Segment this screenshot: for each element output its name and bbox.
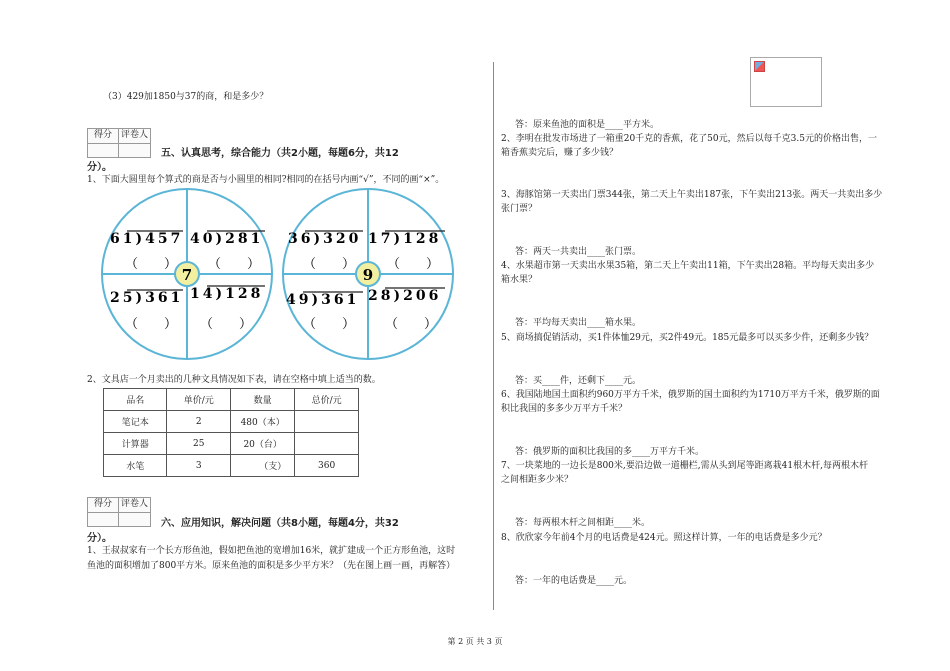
section-6-q1-line2: 鱼池的面积增加了800平方米。原来鱼池的面积是多少平方米？（先在图上画一画，再解答）	[87, 561, 456, 571]
question-4-line2: 箱水果？	[501, 275, 538, 285]
answer-7: 答：每两根木杆之间相距____米。	[515, 518, 651, 528]
section-6-title: 六、应用知识，解决问题（共8小题，每题4分，共32	[161, 518, 399, 529]
table-row	[104, 411, 359, 433]
reviewer-label: 评卷人	[120, 130, 148, 140]
table-cell-blank[interactable]	[295, 411, 359, 433]
table-cell[interactable]: （支）	[231, 455, 295, 477]
paren-right-bl[interactable]: （ ）	[303, 317, 356, 332]
broken-image-icon	[754, 61, 765, 72]
question-6-line1: 6、我国陆地国土面积约960万平方千米，俄罗斯的国土面积约为1710万平方千米，俄罗斯的面	[501, 390, 880, 400]
big-circle-right	[283, 189, 453, 359]
score-label: 得分	[93, 130, 112, 140]
table-cell: 20（台）	[231, 433, 295, 455]
score-label: 得分	[93, 499, 112, 509]
section-5-q1: 1、下面大圆里每个算式的商是否与小圆里的相同?相同的在括号内画“√”，不同的画“×”。	[87, 175, 445, 185]
table-header: 总价/元	[295, 389, 359, 411]
score-box-section-5	[87, 128, 151, 158]
expr-right-tl: 36)320	[288, 231, 362, 247]
question-2-line2: 箱香蕉卖完后，赚了多少钱？	[501, 148, 619, 158]
page-footer: 第 2 页 共 3 页	[447, 637, 503, 646]
question-5: 5、商场搞促销活动，买1件体恤29元，买2件49元。185元最多可以买多少件，还剩多少钱？	[501, 333, 874, 343]
answer-5: 答：买____件，还剩下____元。	[515, 376, 642, 386]
expr-right-br: 28)206	[368, 288, 442, 304]
question-6-line2: 积比我国的多多少万平方千米？	[501, 404, 628, 414]
answer-1: 答：原来鱼池的面积是____平方米。	[515, 120, 660, 130]
expr-left-tl: 61)457	[110, 231, 184, 247]
section-5-q2: 2、文具店一个月卖出的几种文具情况如下表，请在空格中填上适当的数。	[87, 375, 381, 385]
expr-right-tr: 17)128	[368, 231, 442, 247]
stationery-table	[103, 388, 359, 477]
expr-left-br: 14)128	[190, 286, 264, 302]
section-6-q1-line1: 1、王叔叔家有一个长方形鱼池，假如把鱼池的宽增加16米，就扩建成一个正方形鱼池，这时	[87, 546, 456, 556]
division-circles-figure	[95, 186, 465, 366]
answer-3: 答：两天一共卖出____张门票。	[515, 247, 642, 257]
paren-left-br[interactable]: （ ）	[200, 317, 253, 332]
table-header: 品名	[104, 389, 167, 411]
expr-right-bl: 49)361	[286, 292, 360, 308]
table-cell: 水笔	[104, 455, 167, 477]
section-6-title-cont: 分）。	[87, 533, 112, 544]
expr-left-tr: 40)281	[190, 231, 264, 247]
paren-right-tl[interactable]: （ ）	[303, 257, 356, 272]
table-cell: 480（本）	[231, 411, 295, 433]
paren-right-tr[interactable]: （ ）	[387, 257, 440, 272]
paren-left-tr[interactable]: （ ）	[208, 257, 261, 272]
column-divider	[493, 62, 494, 610]
table-cell: 计算器	[104, 433, 167, 455]
big-circle-left	[102, 189, 272, 359]
reviewer-label: 评卷人	[120, 499, 148, 509]
table-row	[104, 433, 359, 455]
broken-image-placeholder	[750, 57, 822, 107]
table-header: 数量	[231, 389, 295, 411]
section-5-title: 五、认真思考，综合能力（共2小题，每题6分，共12	[161, 148, 399, 159]
score-box-section-6	[87, 497, 151, 527]
table-cell: 360	[295, 455, 359, 477]
question-3-line2: 张门票？	[501, 204, 538, 214]
expr-left-bl: 25)361	[110, 290, 184, 306]
question-7-line1: 7、一块菜地的一边长是800米,要沿边做一道栅栏,需从头到尾等距离栽41根木杆,每两根木杆	[501, 461, 868, 471]
small-circle-left-value: 7	[181, 266, 193, 284]
question-3-line1: 3、海豚馆第一天卖出门票344张，第二天上午卖出187张，下午卖出213张。两天一共卖出多少	[501, 190, 883, 200]
answer-6: 答：俄罗斯的面积比我国的多____万平方千米。	[515, 447, 705, 457]
table-header: 单价/元	[167, 389, 231, 411]
question-2-line1: 2、李明在批发市场进了一箱重20千克的香蕉，花了50元，然后以每千克3.5元的价格出售，一	[501, 134, 877, 144]
question-7-line2: 之间相距多少米？	[501, 475, 574, 485]
table-cell: 3	[167, 455, 231, 477]
question-4-line1: 4、水果超市第一天卖出水果35箱，第二天上午卖出11箱，下午卖出28箱。平均每天卖出多少	[501, 261, 875, 271]
table-cell-blank[interactable]	[295, 433, 359, 455]
table-header-row	[104, 389, 359, 411]
paren-left-bl[interactable]: （ ）	[125, 317, 178, 332]
question-8: 8、欣欣家今年前4个月的电话费是424元。照这样计算，一年的电话费是多少元？	[501, 533, 827, 543]
table-cell: 笔记本	[104, 411, 167, 433]
paren-left-tl[interactable]: （ ）	[125, 257, 178, 272]
paren-right-br[interactable]: （ ）	[385, 317, 438, 332]
table-cell: 2	[167, 411, 231, 433]
table-row	[104, 455, 359, 477]
question-3-text: （3）429加1850与37的商，和是多少？	[103, 92, 269, 102]
answer-8: 答：一年的电话费是____元。	[515, 576, 633, 586]
small-circle-right-value: 9	[362, 266, 374, 284]
section-5-title-cont: 分）。	[87, 162, 112, 173]
answer-4: 答：平均每天卖出____箱水果。	[515, 318, 642, 328]
table-cell: 25	[167, 433, 231, 455]
